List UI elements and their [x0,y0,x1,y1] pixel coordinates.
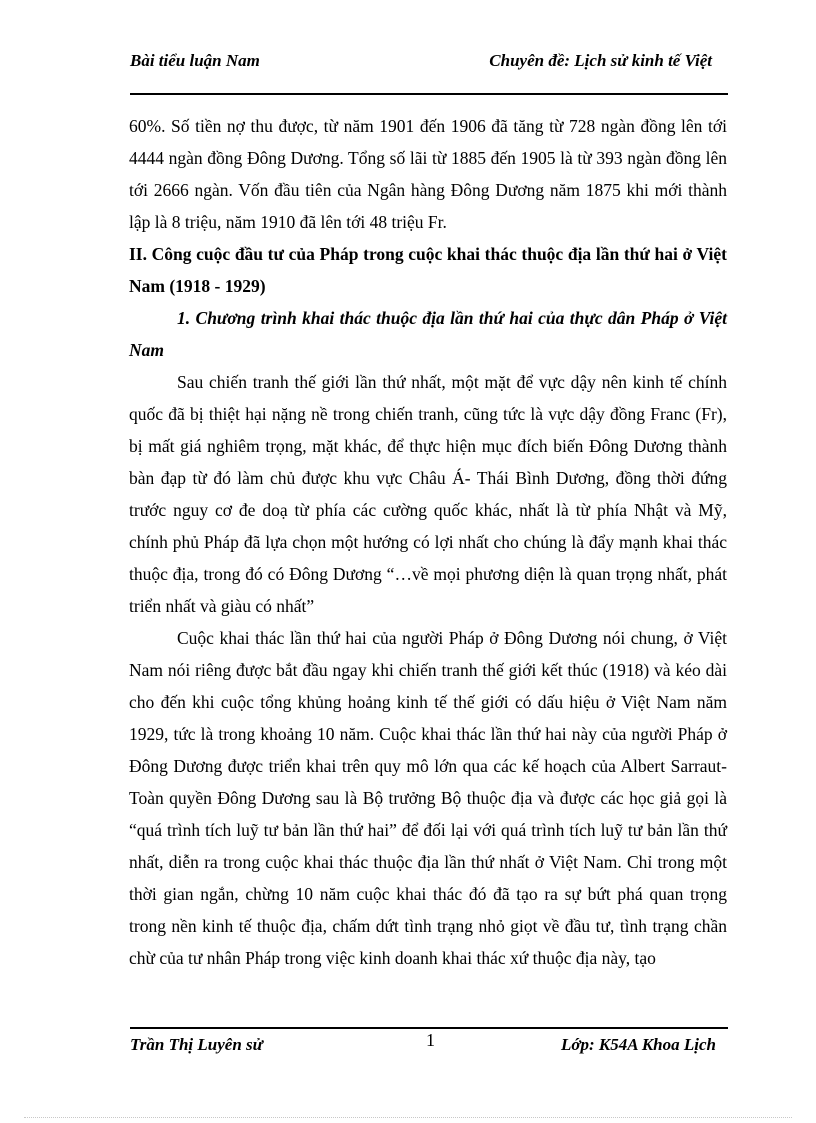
page-header [130,48,728,94]
body-paragraph: Sau chiến tranh thế giới lần thứ nhất, một mặt để vực dậy nên kinh tế chính quốc đã bị thiệt hại nặng nề trong chiến tranh, cũng tức là vực dậy đồng Franc (Fr), bị mất giá nghiêm trọng, mặt khác, để thực hiện mục đích biến Đông Dương thành bàn đạp từ đó làm chủ được khu vực Châu Á- Thái Bình Dương, đồng thời đứng trước nguy cơ đe doạ từ phía các cường quốc khác, nhất là từ phía Nhật và Mỹ, chính phủ Pháp đã lựa chọn một hướng có lợi nhất cho chúng là đẩy mạnh khai thác thuộc địa, trong đó có Đông Dương “…về mọi phương diện là quan trọng nhất, phát triển nhất và giàu có nhất” [129,372,727,616]
header-left-text: Bài tiểu luận Nam [130,51,260,70]
page-number: 1 [426,1030,435,1050]
page-footer [130,1032,728,1078]
section-title: II. Công cuộc đầu tư của Pháp trong cuộc khai thác thuộc địa lần thứ hai ở Việt Nam (1918 - 1929) [129,244,727,296]
footer-right-text: Lớp: K54A Khoa Lịch [560,1035,716,1054]
document-body [129,110,727,974]
continuation-paragraph: 60%. Số tiền nợ thu được, từ năm 1901 đến 1906 đã tăng từ 728 ngàn đồng lên tới 4444 ngàn đồng Đông Dương. Tổng số lãi từ 1885 đến 1905 là từ 393 ngàn đồng lên tới 2666 ngàn. Vốn đầu tiên của Ngân hàng Đông Dương năm 1875 khi mới thành lập là 8 triệu, năm 1910 đã lên tới 48 triệu Fr. [129,116,727,232]
footer-divider [130,1027,728,1029]
subsection-title: 1. Chương trình khai thác thuộc địa lần thứ hai của thực dân Pháp ở Việt Nam [129,308,727,360]
page-edge-divider [24,1117,792,1118]
header-divider [130,93,728,95]
body-paragraph: Cuộc khai thác lần thứ hai của người Pháp ở Đông Dương nói chung, ở Việt Nam nói riêng được bắt đầu ngay khi chiến tranh thế giới kết thúc (1918) và kéo dài cho đến khi cuộc tổng khủng hoảng kinh tế thế giới có dấu hiệu ở Việt Nam năm 1929, tức là trong khoảng 10 năm. Cuộc khai thác lần thứ hai này của người Pháp ở Đông Dương được triển khai trên quy mô lớn qua các kế hoạch của Albert Sarraut- Toàn quyền Đông Dương sau là Bộ trưởng Bộ thuộc địa và được các học giả gọi là “quá trình tích luỹ tư bản lần thứ hai” để đối lại với quá trình tích luỹ tư bản lần thứ nhất, diễn ra trong cuộc khai thác thuộc địa lần thứ nhất ở Việt Nam. Chỉ trong một thời gian ngắn, chừng 10 năm cuộc khai thác đó đã tạo ra sự bứt phá quan trọng trong nền kinh tế thuộc địa, chấm dứt tình trạng nhỏ giọt về đầu tư, tình trạng chần chừ của tư nhân Pháp trong việc kinh doanh khai thác xứ thuộc địa này, tạo [129,628,727,968]
header-right-text: Chuyên đề: Lịch sử kinh tế Việt [489,51,712,70]
footer-left-text: Trần Thị Luyên sử [130,1035,263,1054]
